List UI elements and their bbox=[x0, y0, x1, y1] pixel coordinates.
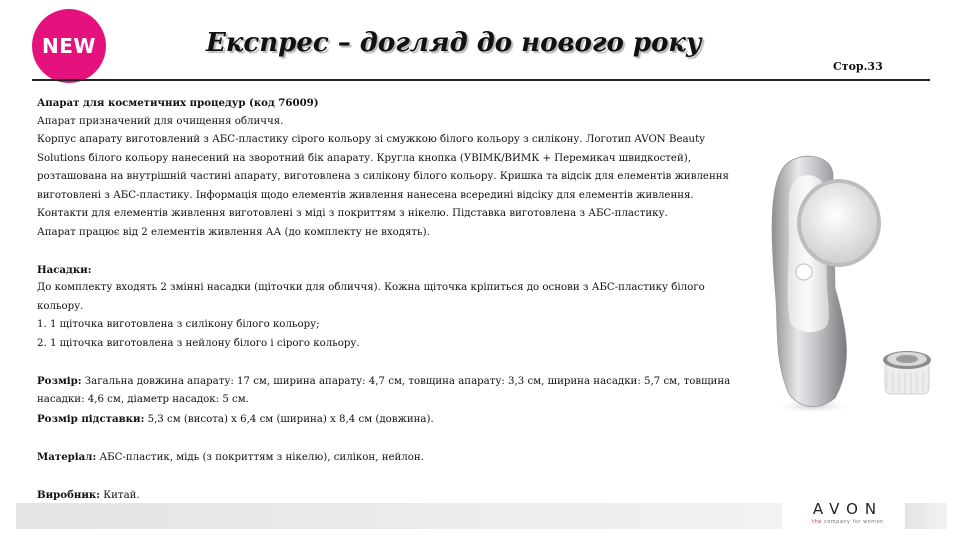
material-label: Матеріал: bbox=[37, 450, 97, 463]
maker-label: Виробник: bbox=[37, 488, 101, 501]
size-label: Розмір: bbox=[37, 374, 82, 387]
intro-line: Solutions білого кольору нанесений на зворотний бік апарату. Кругла кнопка (УВІМК/ВИМК + Перемикач швидкостей), bbox=[37, 152, 691, 164]
new-badge bbox=[32, 9, 106, 83]
cleansing-device-image bbox=[755, 148, 955, 418]
avon-tagline: the company for women bbox=[812, 519, 884, 525]
attachment-item: 1. 1 щіточка виготовлена з силікону білого кольору; bbox=[37, 319, 320, 330]
intro-line: Апарат призначений для очищення обличчя. bbox=[37, 115, 284, 127]
new-badge-label: NEW bbox=[42, 34, 96, 58]
footer-bar-left bbox=[16, 503, 782, 529]
avon-logo bbox=[793, 500, 903, 525]
intro-line: виготовлені з АБС-пластику. Інформація щодо елементів живлення нанесена всередині відсіку для елементів живлення. bbox=[37, 189, 694, 201]
size-paragraph bbox=[37, 372, 742, 410]
intro-line: Корпус апарату виготовлений з АБС-пластику сірого кольору зі смужкою білого кольору з силікону. Логотип AVON Beauty bbox=[37, 134, 705, 145]
stand-paragraph bbox=[37, 410, 742, 430]
page-number: Стор.33 bbox=[833, 60, 883, 73]
attachments-text: До комплекту входять 2 змінні насадки (щіточки для обличчя). Кожна щіточка кріпиться до основи з АБС-пластику білого кольору. bbox=[37, 282, 705, 312]
footer-bar-right bbox=[905, 503, 947, 529]
maker-value: Китай. bbox=[100, 489, 140, 501]
product-heading: Апарат для косметичних процедур (код 76009) bbox=[37, 97, 319, 109]
power-button-icon bbox=[796, 264, 812, 280]
intro-line: Апарат працює від 2 елементів живлення АА (до комплекту не входять). bbox=[37, 226, 430, 238]
header-divider bbox=[32, 79, 930, 81]
stand-label: Розмір підставки: bbox=[37, 412, 145, 425]
size-value: Загальна довжина апарату: 17 см, ширина апарату: 4,7 см, товщина апарату: 3,3 см, ширина насадки: 5,7 см, товщина насадки: 4,6 см, діаметр насадок: 5 см. bbox=[37, 375, 731, 405]
product-description bbox=[37, 94, 742, 505]
stand-value: 5,3 см (висота) х 6,4 см (ширина) х 8,4 см (довжина). bbox=[144, 413, 434, 425]
page-title: Експрес – догляд до нового року bbox=[206, 28, 702, 58]
spare-brush-icon bbox=[883, 351, 931, 394]
attachment-item: 2. 1 щіточка виготовлена з нейлону білого і сірого кольору. bbox=[37, 337, 360, 349]
intro-line: розташована на внутрішній частині апарату, виготовлена з силікону білого кольору. Кришка та відсік для елементів живлення bbox=[37, 171, 729, 182]
brush-head-icon bbox=[801, 183, 877, 263]
material-paragraph bbox=[37, 448, 742, 468]
intro-line: Контакти для елементів живлення виготовлені з міді з покриттям з нікелю. Підставка виготовлена з АБС-пластику. bbox=[37, 208, 668, 219]
attachments-heading: Насадки: bbox=[37, 263, 92, 276]
material-value: АБС-пластик, мідь (з покриттям з нікелю), силікон, нейлон. bbox=[96, 451, 424, 463]
avon-wordmark: AVON bbox=[812, 500, 884, 518]
